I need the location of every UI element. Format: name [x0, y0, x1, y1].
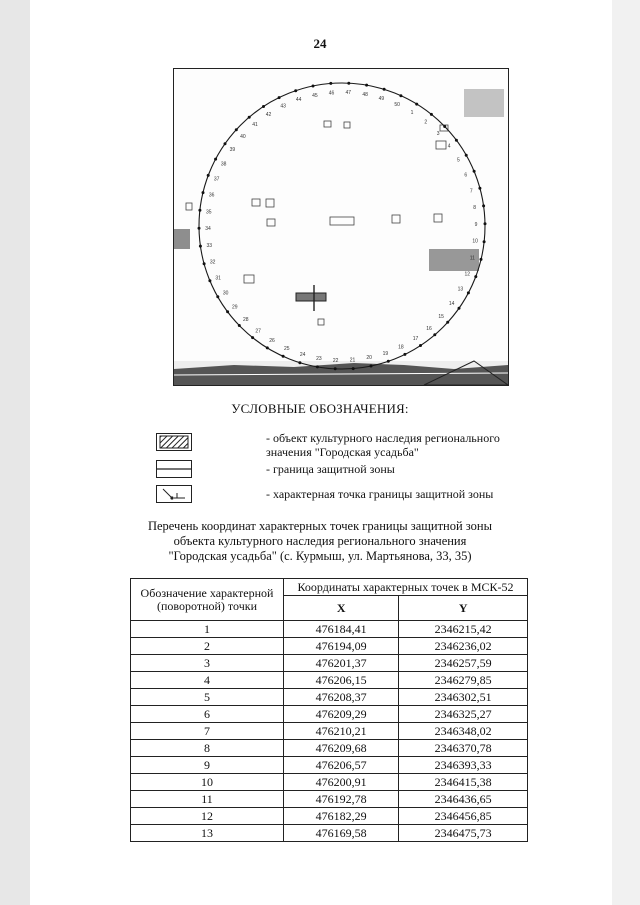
cell-point: 6 — [131, 706, 284, 723]
boundary-point-label: 46 — [328, 90, 335, 97]
cell-y: 2346475,73 — [399, 825, 528, 842]
map-canvas — [174, 69, 508, 385]
boundary-point-label: 8 — [473, 205, 477, 212]
boundary-point — [198, 227, 201, 230]
boundary-point — [419, 344, 422, 347]
boundary-point-label: 12 — [464, 271, 471, 278]
page-number: 24 — [313, 36, 327, 51]
boundary-point — [443, 125, 446, 128]
boundary-point-label: 11 — [469, 255, 475, 262]
left-dark-patch — [174, 229, 190, 249]
boundary-point-label: 25 — [284, 346, 290, 353]
boundary-point-label: 34 — [205, 226, 211, 233]
heritage-object — [296, 285, 326, 311]
boundary-point-label: 49 — [378, 95, 385, 102]
table-row — [131, 740, 528, 757]
boundary-point-label: 21 — [349, 357, 356, 364]
boundary-point — [370, 365, 373, 368]
table-caption — [0, 519, 640, 564]
table-row — [131, 672, 528, 689]
boundary-point-label: 38 — [220, 161, 227, 168]
table-row — [131, 655, 528, 672]
boundary-point-label: 35 — [206, 209, 212, 216]
boundary-point-label: 6 — [464, 172, 468, 179]
cell-point: 11 — [131, 791, 284, 808]
boundary-point-label: 3 — [436, 130, 440, 137]
boundary-point — [208, 279, 211, 282]
boundary-point — [365, 84, 368, 87]
cell-x: 476169,58 — [284, 825, 399, 842]
boundary-point — [226, 310, 229, 313]
boundary-point — [347, 82, 350, 85]
boundary-point — [248, 116, 251, 119]
boundary-point-label: 36 — [208, 192, 215, 199]
boundary-point — [198, 209, 201, 212]
legend-text-boundary: - граница защитной зоны — [266, 462, 395, 476]
boundary-point — [238, 324, 241, 327]
boundary-point-label: 5 — [457, 157, 460, 164]
scan-margin-right — [612, 0, 640, 905]
boundary-point-label: 7 — [469, 188, 473, 195]
cell-y: 2346436,65 — [399, 791, 528, 808]
cell-x: 476209,29 — [284, 706, 399, 723]
cell-point: 10 — [131, 774, 284, 791]
caption-line-2: объекта культурного наследия регионального значения — [173, 534, 467, 548]
boundary-point-label: 1 — [410, 109, 414, 116]
boundary-point — [473, 170, 476, 173]
boundary-point — [216, 295, 219, 298]
boundary-point-label: 24 — [299, 352, 306, 359]
boundary-point-label: 26 — [269, 338, 275, 345]
boundary-point — [483, 240, 486, 243]
cell-y: 2346348,02 — [399, 723, 528, 740]
protection-zone-boundary — [198, 82, 487, 371]
table-row — [131, 825, 528, 842]
boundary-point — [415, 103, 418, 106]
boundary-point-label: 18 — [398, 344, 404, 351]
boundary-point-label: 31 — [215, 275, 221, 282]
boundary-point — [334, 367, 337, 370]
legend-text-point: - характерная точка границы защитной зоны — [266, 487, 494, 501]
cell-point: 13 — [131, 825, 284, 842]
table-row — [131, 621, 528, 638]
top-right-patch — [464, 89, 504, 117]
boundary-point-label: 14 — [448, 301, 455, 308]
cell-x: 476200,91 — [284, 774, 399, 791]
scan-margin-left — [0, 0, 30, 905]
cell-x: 476182,29 — [284, 808, 399, 825]
cell-point: 7 — [131, 723, 284, 740]
boundary-point-label: 2 — [424, 119, 428, 126]
boundary-point-label: 32 — [209, 259, 216, 266]
boundary-point — [266, 346, 269, 349]
boundary-point-label: 42 — [265, 112, 272, 118]
caption-line-3: "Городская усадьба" (с. Курмыш, ул. Мартьянова, 33, 35) — [168, 549, 472, 563]
hatched-square-icon — [156, 433, 192, 451]
boundary-point — [278, 96, 281, 99]
cell-point: 1 — [131, 621, 284, 638]
boundary-point-label: 37 — [213, 176, 220, 183]
cell-x: 476184,41 — [284, 621, 399, 638]
cell-y: 2346215,42 — [399, 621, 528, 638]
boundary-point — [235, 128, 238, 131]
cell-x: 476206,57 — [284, 757, 399, 774]
point-marker-icon — [156, 485, 192, 503]
cell-y: 2346456,85 — [399, 808, 528, 825]
cell-y: 2346302,51 — [399, 689, 528, 706]
cell-x: 476208,37 — [284, 689, 399, 706]
boundary-point-label: 10 — [472, 238, 478, 245]
boundary-point — [430, 113, 433, 116]
boundary-point-label: 33 — [206, 242, 213, 249]
boundary-point — [282, 355, 285, 358]
header-coords: Координаты характерных точек в МСК-52 — [284, 579, 528, 596]
boundary-point-label: 9 — [474, 221, 478, 228]
cell-y: 2346236,02 — [399, 638, 528, 655]
boundary-point — [399, 94, 402, 97]
boundary-point — [467, 291, 470, 294]
cell-point: 12 — [131, 808, 284, 825]
cell-x: 476194,09 — [284, 638, 399, 655]
table-row — [131, 757, 528, 774]
cell-x: 476201,37 — [284, 655, 399, 672]
boundary-point-label: 45 — [312, 92, 318, 99]
boundary-point — [403, 353, 406, 356]
boundary-point-label: 15 — [438, 314, 444, 321]
boundary-point — [474, 275, 477, 278]
cell-x: 476206,15 — [284, 672, 399, 689]
boundary-point — [214, 158, 217, 161]
boundary-point-label: 20 — [366, 355, 372, 362]
cell-y: 2346370,78 — [399, 740, 528, 757]
boundary-point-label: 48 — [362, 92, 368, 98]
table-row — [131, 638, 528, 655]
boundary-point — [199, 245, 202, 248]
boundary-point — [294, 89, 297, 92]
boundary-point — [433, 333, 436, 336]
boundary-point — [387, 360, 390, 363]
boundary-point — [207, 174, 210, 177]
table-row — [131, 706, 528, 723]
cell-point: 8 — [131, 740, 284, 757]
cell-x: 476210,21 — [284, 723, 399, 740]
legend-title: УСЛОВНЫЕ ОБОЗНАЧЕНИЯ: — [231, 401, 409, 416]
boundary-point — [478, 187, 481, 190]
cell-y: 2346325,27 — [399, 706, 528, 723]
boundary-point-label: 16 — [426, 325, 432, 332]
boundary-point-label: 27 — [255, 328, 261, 335]
boundary-point-label: 29 — [232, 304, 238, 311]
boundary-point-label: 30 — [222, 290, 229, 297]
cell-x: 476209,68 — [284, 740, 399, 757]
boundary-point-label: 13 — [457, 286, 464, 293]
cell-point: 9 — [131, 757, 284, 774]
boundary-point — [329, 82, 332, 85]
boundary-point — [202, 191, 205, 194]
boundary-point-label: 40 — [240, 133, 246, 140]
header-y: Y — [399, 596, 528, 621]
cell-y: 2346257,59 — [399, 655, 528, 672]
boundary-point — [465, 154, 468, 157]
table-row — [131, 723, 528, 740]
boundary-point — [484, 222, 487, 225]
boundary-point-label: 44 — [295, 97, 302, 104]
boundary-point — [480, 258, 483, 261]
boundary-point — [251, 336, 254, 339]
table-row — [131, 689, 528, 706]
boundary-point-label: 47 — [345, 90, 352, 97]
boundary-point — [482, 204, 485, 207]
legend-text-heritage: - объект культурного наследия регионального значения "Городская усадьба" — [266, 431, 500, 459]
boundary-point — [224, 142, 227, 145]
coordinates-table — [130, 578, 528, 842]
cell-point: 3 — [131, 655, 284, 672]
cell-point: 4 — [131, 672, 284, 689]
header-point: Обозначение характерной (поворотной) точки — [131, 579, 284, 621]
boundary-point-label: 41 — [252, 122, 258, 129]
boundary-point — [446, 321, 449, 324]
boundary-map — [173, 68, 509, 386]
boundary-point — [203, 262, 206, 265]
cell-point: 2 — [131, 638, 284, 655]
cell-point: 5 — [131, 689, 284, 706]
table-row — [131, 808, 528, 825]
boundary-point-label: 17 — [412, 336, 419, 342]
boundary-point — [312, 85, 315, 88]
table-row — [131, 774, 528, 791]
table-row — [131, 791, 528, 808]
zone-circle — [199, 83, 485, 369]
boundary-point-label: 28 — [243, 317, 249, 324]
cell-y: 2346279,85 — [399, 672, 528, 689]
boundary-point — [383, 88, 386, 91]
boundary-point-label: 19 — [382, 350, 389, 357]
cell-x: 476192,78 — [284, 791, 399, 808]
boundary-point — [262, 105, 265, 108]
boundary-point — [352, 367, 355, 370]
boundary-point — [298, 361, 301, 364]
boundary-point-label: 22 — [332, 357, 339, 364]
boundary-point-label: 23 — [316, 356, 322, 362]
cell-y: 2346415,38 — [399, 774, 528, 791]
caption-line-1: Перечень координат характерных точек границы защитной зоны — [147, 519, 493, 533]
boundary-point — [316, 365, 319, 368]
header-x: X — [284, 596, 399, 621]
cell-y: 2346393,33 — [399, 757, 528, 774]
boundary-point-label: 43 — [280, 103, 286, 110]
boundary-point-label: 50 — [394, 101, 400, 108]
boundary-point — [455, 139, 458, 142]
line-icon — [156, 460, 192, 478]
boundary-point — [458, 307, 461, 310]
boundary-point-label: 4 — [447, 143, 451, 150]
boundary-point-label: 39 — [229, 146, 236, 153]
